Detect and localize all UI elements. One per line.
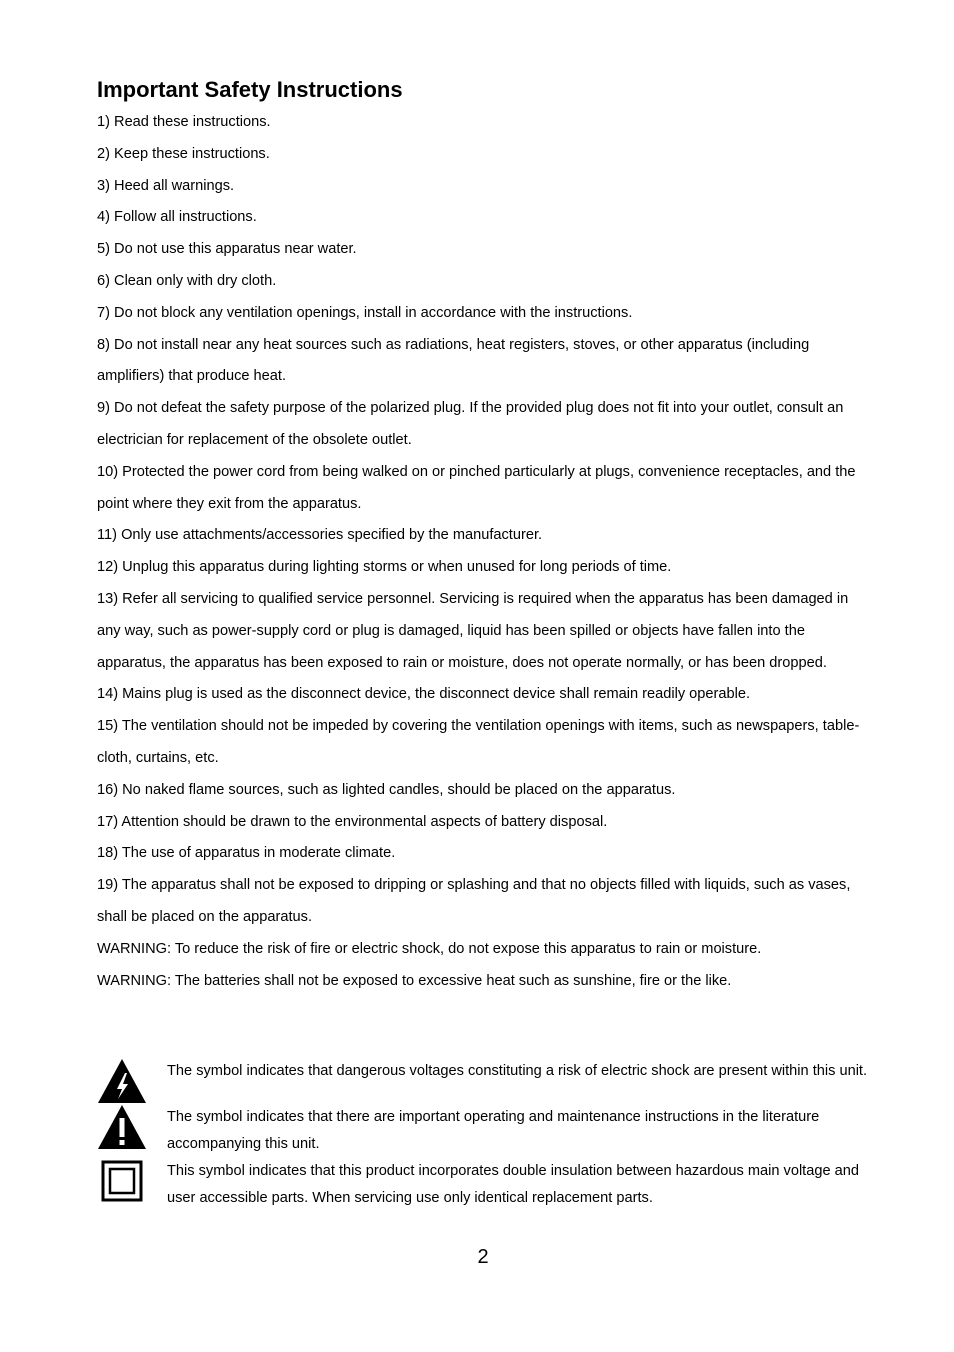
instruction-item: 7) Do not block any ventilation openings, install in accordance with the instructions.: [97, 304, 633, 321]
instruction-item: 6) Clean only with dry cloth.: [97, 272, 277, 289]
symbol-row-double-insulation: [97, 1158, 875, 1212]
instruction-item: 11) Only use attachments/accessories specified by the manufacturer.: [97, 527, 543, 544]
lightning-bolt-triangle-icon: [97, 1058, 147, 1104]
instruction-item: 1) Read these instructions.: [97, 114, 271, 130]
warning-text: WARNING: To reduce the risk of fire or electric shock, do not expose this apparatus to rain or moisture.: [97, 940, 762, 957]
instruction-item: 9) Do not defeat the safety purpose of the polarized plug. If the provided plug does not fit into your outlet, consult an electrician for replacement of the obsolete outlet.: [97, 400, 844, 448]
instruction-item: 10) Protected the power cord from being walked on or pinched particularly at plugs, convenience receptacles, and the point where they exit from the apparatus.: [97, 463, 856, 512]
symbol-description: The symbol indicates that there are important operating and maintenance instructions in the literature accompanying this unit.: [167, 1109, 820, 1152]
instruction-list: [97, 107, 875, 997]
page-title: Important Safety Instructions: [97, 77, 403, 102]
double-square-icon: [97, 1158, 147, 1206]
instruction-item: 8) Do not install near any heat sources such as radiations, heat registers, stoves, or other apparatus (including amplifiers) that produce heat.: [97, 336, 810, 385]
instruction-item: 17) Attention should be drawn to the environmental aspects of battery disposal.: [97, 813, 608, 830]
instruction-item: 16) No naked flame sources, such as lighted candles, should be placed on the apparatus.: [97, 781, 676, 798]
instruction-item: 14) Mains plug is used as the disconnect device, the disconnect device shall remain readily operable.: [97, 686, 751, 703]
instruction-item: 19) The apparatus shall not be exposed to dripping or splashing and that no objects filled with liquids, such as vases, shall be placed on the apparatus.: [97, 877, 851, 925]
instruction-item: 2) Keep these instructions.: [97, 145, 270, 162]
instruction-item: 4) Follow all instructions.: [97, 209, 257, 226]
instruction-item: 3) Heed all warnings.: [97, 177, 235, 194]
warning-text: WARNING: The batteries shall not be exposed to excessive heat such as sunshine, fire or the like.: [97, 972, 732, 989]
symbol-row-electric-shock: [97, 1058, 875, 1104]
instruction-item: 12) Unplug this apparatus during lighting storms or when unused for long periods of time.: [97, 559, 672, 576]
instruction-item: 18) The use of apparatus in moderate climate.: [97, 845, 396, 862]
symbol-legend: [97, 1058, 875, 1212]
exclamation-triangle-icon: [97, 1104, 147, 1150]
page-number: 2: [477, 1246, 489, 1268]
instruction-item: 5) Do not use this apparatus near water.: [97, 241, 357, 258]
symbol-row-instructions: [97, 1104, 875, 1158]
instruction-item: 15) The ventilation should not be impeded by covering the ventilation openings with items, such as newspapers, table-cloth, curtains, etc.: [97, 718, 860, 766]
symbol-description: The symbol indicates that dangerous voltages constituting a risk of electric shock are present within this unit.: [167, 1063, 868, 1079]
instruction-item: 13) Refer all servicing to qualified service personnel. Servicing is required when the apparatus has been damaged in any way, such as power-supply cord or plug is damaged, liquid has been spilled or objects have fallen into the apparatus, the apparatus has been exposed to rain or moisture, does not operate normally, or has been dropped.: [97, 590, 849, 671]
symbol-description: This symbol indicates that this product incorporates double insulation between hazardous main voltage and user accessible parts. When servicing use only identical replacement parts.: [167, 1163, 859, 1206]
